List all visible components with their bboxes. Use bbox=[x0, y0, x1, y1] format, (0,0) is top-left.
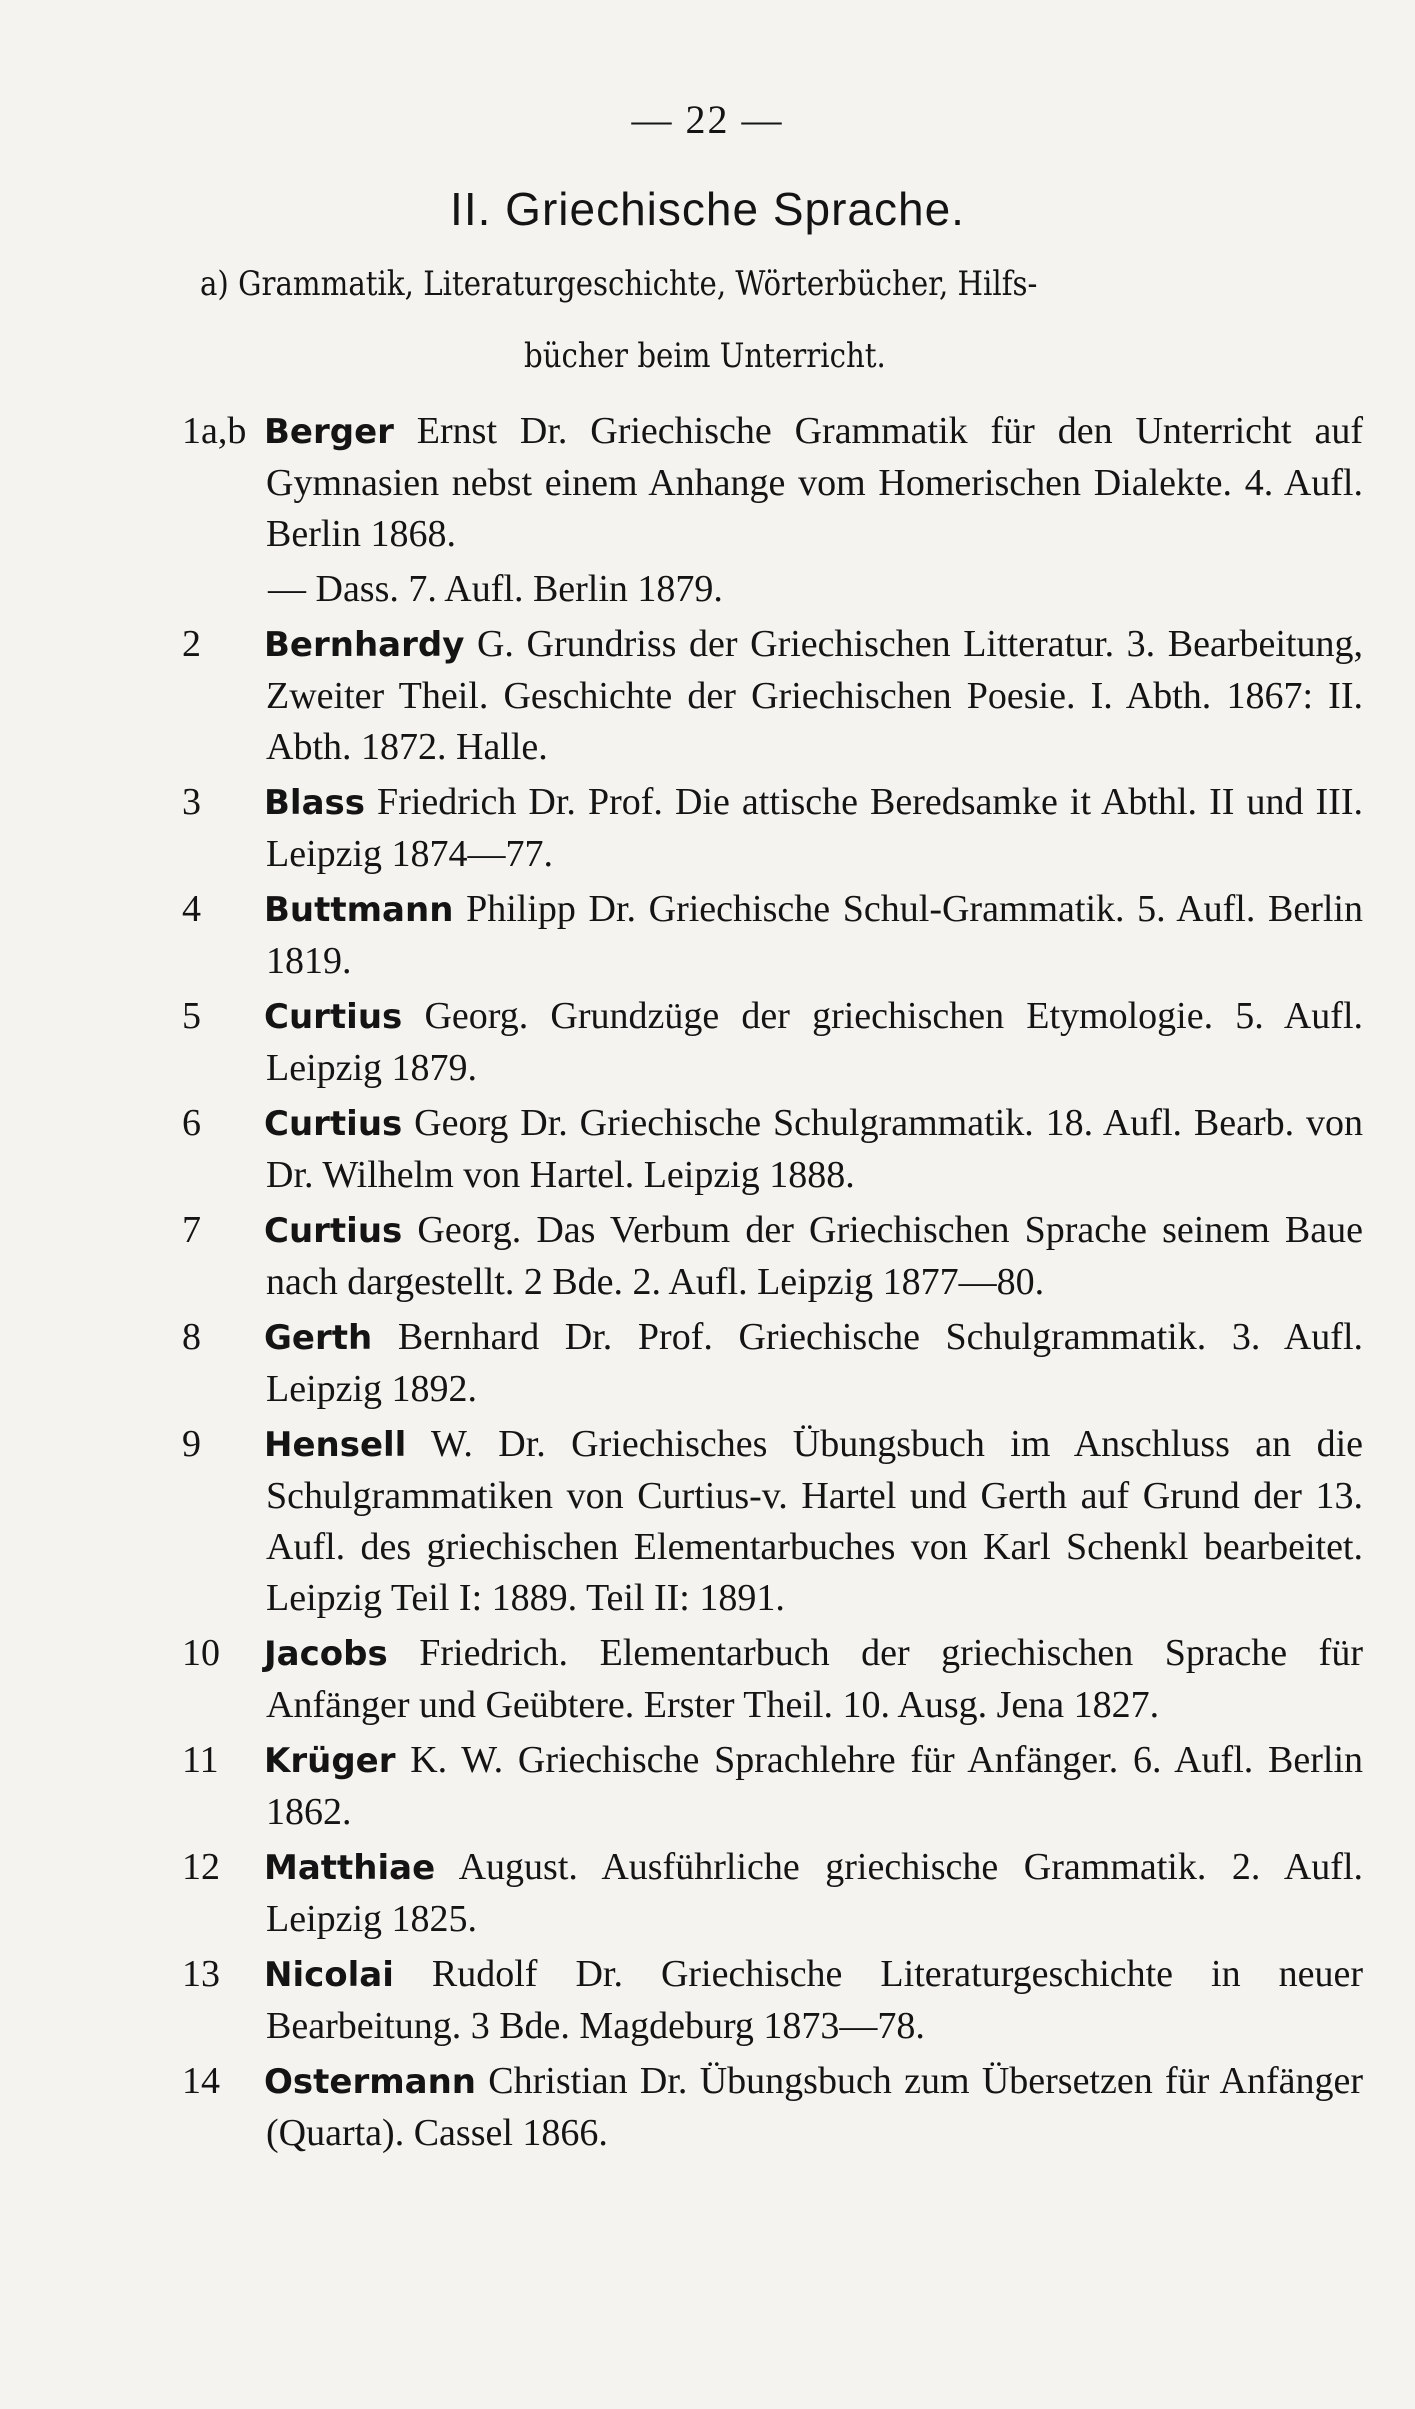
entry-description: Georg. Das Verbum der Griechischen Sprache seinem Baue nach dargestellt. 2 Bde. 2. Aufl. Leipzig 1877—80. bbox=[266, 1209, 1363, 1303]
section-title: II. Griechische Sprache. bbox=[450, 183, 965, 235]
subsection-heading-line-1: a) Grammatik, Literaturgeschichte, Wörterbücher, Hilfs- bbox=[200, 264, 1038, 304]
entry-text bbox=[266, 2056, 1363, 2159]
entry-description: Ernst Dr. Griechische Grammatik für den Unterricht auf Gymnasien nebst einem Anhange vom Homerischen Dialekte. 4. Aufl. Berlin 1868. bbox=[266, 410, 1363, 555]
entry-text bbox=[266, 1842, 1363, 1945]
entry-author: Ostermann bbox=[264, 2062, 477, 2102]
entry-number: 11 bbox=[182, 1739, 219, 1781]
entry-description: Philipp Dr. Griechische Schul-Grammatik. 5. Aufl. Berlin 1819. bbox=[266, 888, 1363, 982]
entry-number: 12 bbox=[182, 1846, 220, 1888]
bibliography-entry bbox=[0, 619, 1415, 773]
entry-text bbox=[266, 1735, 1363, 1838]
entry-number: 2 bbox=[182, 623, 201, 665]
entry-author: Curtius bbox=[264, 997, 403, 1037]
entry-author: Gerth bbox=[264, 1318, 373, 1358]
entry-number: 3 bbox=[182, 781, 201, 823]
entry-description: Georg. Grundzüge der griechischen Etymologie. 5. Aufl. Leipzig 1879. bbox=[266, 995, 1363, 1089]
bibliography-list bbox=[0, 406, 1415, 2163]
bibliography-entry bbox=[0, 884, 1415, 987]
entry-description: Friedrich Dr. Prof. Die attische Beredsamke it Abthl. II und III. Leipzig 1874—77. bbox=[266, 781, 1363, 875]
entry-author: Krüger bbox=[264, 1741, 396, 1781]
entry-description: Friedrich. Elementarbuch der griechischen Sprache für Anfänger und Geübtere. Erster Theil. 10. Ausg. Jena 1827. bbox=[266, 1632, 1363, 1726]
entry-number: 14 bbox=[182, 2060, 220, 2102]
entry-description: — Dass. 7. Aufl. Berlin 1879. bbox=[268, 568, 723, 610]
entry-author: Nicolai bbox=[264, 1955, 394, 1995]
entry-text bbox=[266, 1628, 1363, 1731]
entry-description: Christian Dr. Übungsbuch zum Übersetzen für Anfänger (Quarta). Cassel 1866. bbox=[266, 2060, 1363, 2154]
entry-number: 13 bbox=[182, 1953, 220, 1995]
entry-text bbox=[270, 564, 1363, 615]
entry-author: Berger bbox=[264, 412, 394, 452]
entry-text bbox=[266, 1949, 1363, 2052]
entry-author: Bernhardy bbox=[264, 625, 465, 665]
bibliography-entry bbox=[0, 991, 1415, 1094]
entry-number: 4 bbox=[182, 888, 201, 930]
entry-number: 8 bbox=[182, 1316, 201, 1358]
page-number: — 22 — bbox=[631, 97, 784, 142]
entry-text bbox=[266, 884, 1363, 987]
entry-number: 10 bbox=[182, 1632, 220, 1674]
entry-description: G. Grundriss der Griechischen Litteratur. 3. Bearbeitung, Zweiter Theil. Geschichte der Griechischen Poesie. I. Abth. 1867: II. Abth. 1872. Halle. bbox=[266, 623, 1363, 768]
bibliography-entry bbox=[0, 1098, 1415, 1201]
entry-author: Blass bbox=[264, 783, 365, 823]
entry-description: Bernhard Dr. Prof. Griechische Schulgrammatik. 3. Aufl. Leipzig 1892. bbox=[266, 1316, 1363, 1410]
entry-text bbox=[266, 1312, 1363, 1415]
entry-author: Matthiae bbox=[264, 1848, 436, 1888]
entry-author: Jacobs bbox=[264, 1634, 388, 1674]
entry-description: W. Dr. Griechisches Übungsbuch im Anschluss an die Schulgrammatiken von Curtius-v. Hartel und Gerth auf Grund der 13. Aufl. des griechischen Elementarbuches von Karl Schenkl bearbeitet. Leipzig Teil I: 1889. Teil II: 1891. bbox=[266, 1423, 1363, 1619]
bibliography-entry bbox=[0, 1312, 1415, 1415]
subsection-heading-line-2: bücher beim Unterricht. bbox=[524, 336, 886, 376]
entry-description: K. W. Griechische Sprachlehre für Anfänger. 6. Aufl. Berlin 1862. bbox=[266, 1739, 1363, 1833]
entry-number: 6 bbox=[182, 1102, 201, 1144]
bibliography-entry bbox=[0, 406, 1415, 560]
bibliography-entry bbox=[0, 1949, 1415, 2052]
entry-text bbox=[266, 619, 1363, 773]
entry-author: Curtius bbox=[264, 1211, 403, 1251]
bibliography-entry bbox=[0, 1735, 1415, 1838]
entry-number: 9 bbox=[182, 1423, 201, 1465]
bibliography-entry bbox=[0, 777, 1415, 880]
entry-number: 5 bbox=[182, 995, 201, 1037]
bibliography-entry bbox=[0, 564, 1415, 615]
bibliography-entry bbox=[0, 1205, 1415, 1308]
entry-text bbox=[266, 406, 1363, 560]
entry-number: 1a,b bbox=[182, 410, 247, 452]
entry-text bbox=[266, 1205, 1363, 1308]
bibliography-entry bbox=[0, 1842, 1415, 1945]
entry-text bbox=[266, 777, 1363, 880]
bibliography-entry bbox=[0, 2056, 1415, 2159]
entry-description: August. Ausführliche griechische Grammatik. 2. Aufl. Leipzig 1825. bbox=[266, 1846, 1363, 1940]
entry-author: Hensell bbox=[264, 1425, 407, 1465]
entry-author: Curtius bbox=[264, 1104, 403, 1144]
entry-description: Rudolf Dr. Griechische Literaturgeschichte in neuer Bearbeitung. 3 Bde. Magdeburg 1873—78. bbox=[266, 1953, 1363, 2047]
entry-text bbox=[266, 1419, 1363, 1624]
entry-text bbox=[266, 1098, 1363, 1201]
entry-text bbox=[266, 991, 1363, 1094]
entry-number: 7 bbox=[182, 1209, 201, 1251]
bibliography-entry bbox=[0, 1419, 1415, 1624]
entry-author: Buttmann bbox=[264, 890, 454, 930]
bibliography-entry bbox=[0, 1628, 1415, 1731]
entry-description: Georg Dr. Griechische Schulgrammatik. 18. Aufl. Bearb. von Dr. Wilhelm von Hartel. Leipzig 1888. bbox=[266, 1102, 1363, 1196]
